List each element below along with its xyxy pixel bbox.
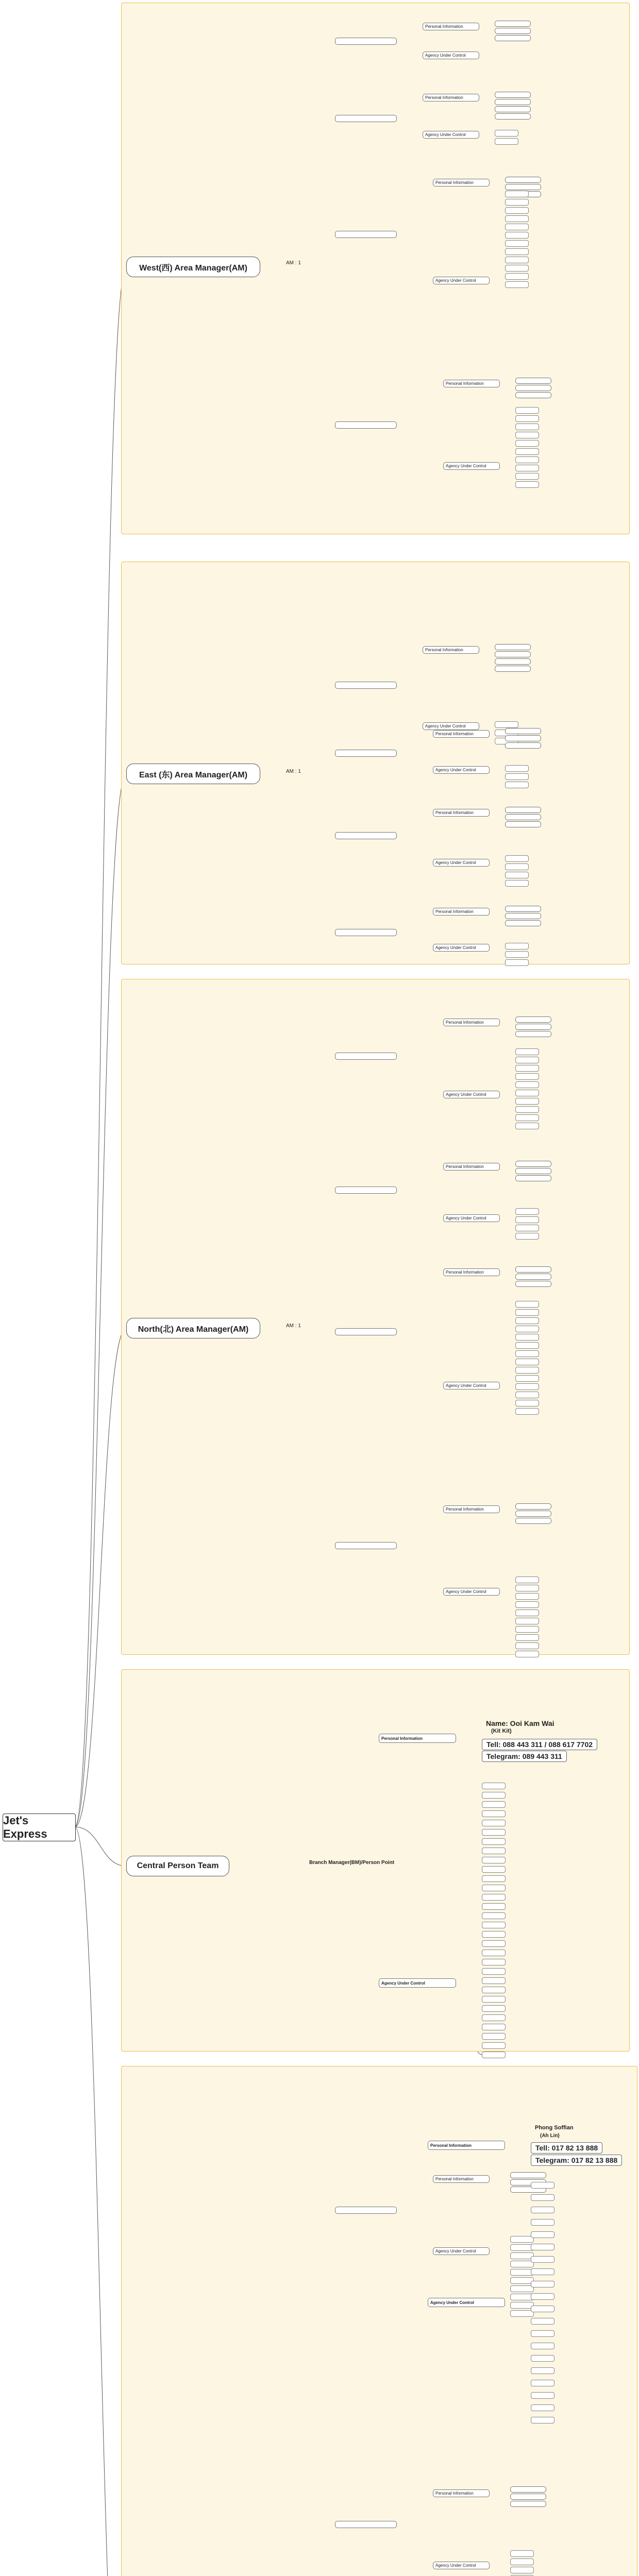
north-4-agency-8[interactable] [515,1634,539,1641]
north-4-detail-1[interactable] [515,1503,551,1510]
west-4-agency-4[interactable] [515,432,539,438]
west-2-personal-information[interactable]: Personal Information [423,94,479,101]
north-2-personal-information[interactable]: Personal Information [443,1163,500,1171]
east-2-agency-under-control[interactable]: Agency Under Control [433,766,490,774]
west-3-agency-under-control[interactable]: Agency Under Control [433,277,490,284]
north-3-detail-1[interactable] [515,1266,551,1273]
west-2-agency-under-control[interactable]: Agency Under Control [423,131,479,139]
north-1-detail-3[interactable] [515,1031,551,1037]
east-4-agency-3[interactable] [505,959,529,966]
north-4-agency-10[interactable] [515,1651,539,1657]
south-head-agency-4[interactable] [531,2219,554,2226]
west-3-agency-2[interactable] [505,199,529,206]
north-2-detail-1[interactable] [515,1161,551,1167]
north-1-agency-8[interactable] [515,1106,539,1113]
east-4-agency-1[interactable] [505,943,529,950]
south-head-agency-18[interactable] [531,2392,554,2399]
south-head-agency-7[interactable] [531,2256,554,2263]
south-head-agency-12[interactable] [531,2318,554,2325]
central-agency-4[interactable] [482,1810,506,1817]
north-2-agency-3[interactable] [515,1225,539,1231]
north-region [121,979,630,1655]
east-4-personal-information[interactable]: Personal Information [433,908,490,916]
root-node[interactable]: Jet's Express [3,1814,76,1841]
west-4-personal-information[interactable]: Personal Information [443,380,500,387]
east-area-manager-3[interactable] [335,832,397,839]
north-2-agency-4[interactable] [515,1233,539,1240]
north-1-agency-2[interactable] [515,1057,539,1063]
west-3-agency-3[interactable] [505,207,529,214]
south-personal-information[interactable]: Personal Information [428,2141,505,2150]
south-1-agency-1[interactable] [510,2236,534,2243]
south-nickname: (Ah Lin) [540,2133,560,2139]
south-1-agency-7[interactable] [510,2285,534,2292]
north-area-manager-3[interactable] [335,1328,397,1335]
east-3-agency-3[interactable] [505,872,529,878]
central-agency-24[interactable] [482,1996,506,2003]
central-tel: Tell: 088 443 311 / 088 617 7702 [482,1739,597,1750]
west-3-agency-1[interactable] [505,191,529,197]
central-agency-11[interactable] [482,1875,506,1882]
central-agency-1[interactable] [482,1783,506,1789]
north-4-agency-2[interactable] [515,1585,539,1591]
central-agency-3[interactable] [482,1801,506,1808]
south-head-agency-9[interactable] [531,2281,554,2287]
south-2-detail-1[interactable] [510,2486,546,2493]
south-1-agency-4[interactable] [510,2261,534,2267]
east-2-detail-1[interactable] [505,728,541,734]
north-4-agency-6[interactable] [515,1618,539,1624]
east-3-detail-1[interactable] [505,807,541,813]
north-1-agency-7[interactable] [515,1098,539,1105]
west-area-manager-2[interactable] [335,115,397,122]
south-telegram: Telegram: 017 82 13 888 [531,2155,622,2166]
west-1-detail-2[interactable] [495,28,531,34]
east-area-manager-4[interactable] [335,929,397,936]
south-2-detail-3[interactable] [510,2501,546,2507]
south-2-agency-1[interactable] [510,2550,534,2557]
west-4-agency-5[interactable] [515,440,539,447]
north-4-personal-information[interactable]: Personal Information [443,1505,500,1513]
central-agency-26[interactable] [482,2014,506,2021]
edge-label-east: AM : 1 [286,769,301,774]
south-2-agency-3[interactable] [510,2567,534,2573]
west-3-agency-9[interactable] [505,257,529,263]
east-2-agency-1[interactable] [505,765,529,772]
north-3-personal-information[interactable]: Personal Information [443,1268,500,1276]
south-area-manager-1[interactable] [335,2207,397,2214]
north-2-agency-under-control[interactable]: Agency Under Control [443,1214,500,1222]
central-agency-18[interactable] [482,1940,506,1947]
central-agency-10[interactable] [482,1866,506,1873]
north-4-agency-7[interactable] [515,1626,539,1633]
north-3-agency-5[interactable] [515,1334,539,1341]
central-personal-information[interactable]: Personal Information [379,1734,456,1743]
central-agency-12[interactable] [482,1885,506,1891]
north-2-agency-1[interactable] [515,1208,539,1215]
south-tel: Tell: 017 82 13 888 [531,2142,602,2154]
south-head-agency-6[interactable] [531,2244,554,2250]
south-agency-under-control[interactable]: Agency Under Control [428,2298,505,2307]
south-1-personal-information[interactable]: Personal Information [433,2175,490,2183]
west-4-agency-3[interactable] [515,423,539,430]
north-4-agency-1[interactable] [515,1577,539,1583]
north-4-agency-under-control[interactable]: Agency Under Control [443,1588,500,1596]
central-telegram: Telegram: 089 443 311 [482,1751,567,1762]
central-agency-16[interactable] [482,1922,506,1928]
central-agency-14[interactable] [482,1903,506,1910]
south-head-agency-11[interactable] [531,2306,554,2312]
south-head-agency-20[interactable] [531,2417,554,2424]
north-1-detail-1[interactable] [515,1016,551,1023]
west-4-agency-7[interactable] [515,456,539,463]
east-4-detail-1[interactable] [505,906,541,912]
west-4-detail-3[interactable] [515,392,551,398]
south-1-detail-1[interactable] [510,2172,546,2178]
east-3-agency-1[interactable] [505,855,529,862]
east-4-agency-under-control[interactable]: Agency Under Control [433,944,490,952]
east-1-personal-information[interactable]: Personal Information [423,646,479,654]
south-head-agency-17[interactable] [531,2380,554,2386]
west-4-agency-2[interactable] [515,415,539,422]
east-4-agency-2[interactable] [505,951,529,958]
east-3-detail-2[interactable] [505,814,541,820]
east-area-manager-2[interactable] [335,750,397,757]
north-3-agency-13[interactable] [515,1400,539,1406]
east-3-agency-2[interactable] [505,863,529,870]
south-area-manager-2[interactable] [335,2521,397,2528]
north-3-agency-14[interactable] [515,1408,539,1415]
south-head-agency-19[interactable] [531,2404,554,2411]
north-3-agency-3[interactable] [515,1317,539,1324]
central-agency-20[interactable] [482,1959,506,1965]
north-1-agency-4[interactable] [515,1073,539,1080]
west-4-detail-1[interactable] [515,378,551,384]
south-head-agency-2[interactable] [531,2194,554,2201]
south-name: Phong Soffian [535,2125,574,2131]
west-2-detail-3[interactable] [495,106,531,112]
west-area-manager-4[interactable] [335,421,397,429]
north-1-personal-information[interactable]: Personal Information [443,1019,500,1026]
north-1-agency-10[interactable] [515,1123,539,1129]
central-agency-7[interactable] [482,1838,506,1845]
west-1-personal-information[interactable]: Personal Information [423,23,479,30]
west-3-agency-12[interactable] [505,281,529,288]
east-1-agency-under-control[interactable]: Agency Under Control [423,722,479,730]
south-head-agency-14[interactable] [531,2343,554,2349]
north-1-agency-1[interactable] [515,1048,539,1055]
west-3-agency-10[interactable] [505,265,529,272]
west-area-manager-1[interactable] [335,38,397,45]
south-1-agency-under-control[interactable]: Agency Under Control [433,2247,490,2255]
north-3-detail-2[interactable] [515,1274,551,1280]
west-3-personal-information[interactable]: Personal Information [433,179,490,187]
north-3-agency-2[interactable] [515,1309,539,1316]
central-agency-9[interactable] [482,1857,506,1863]
central-node[interactable]: Central Person Team [126,1856,229,1876]
north-4-detail-2[interactable] [515,1511,551,1517]
north-1-agency-5[interactable] [515,1081,539,1088]
edge-label-north: AM : 1 [286,1323,301,1329]
east-3-agency-4[interactable] [505,880,529,887]
south-2-personal-information[interactable]: Personal Information [433,2489,490,2497]
east-1-agency-1[interactable] [495,721,518,728]
west-4-detail-2[interactable] [515,385,551,391]
east-1-detail-2[interactable] [495,651,531,657]
south-head-agency-1[interactable] [531,2182,554,2189]
north-area-manager-4[interactable] [335,1542,397,1549]
central-nickname: (Kit Kit) [491,1728,512,1734]
north-1-detail-2[interactable] [515,1024,551,1030]
west-2-detail-4[interactable] [495,113,531,120]
west-4-agency-8[interactable] [515,465,539,471]
west-1-agency-under-control[interactable]: Agency Under Control [423,52,479,59]
central-agency-under-control[interactable]: Agency Under Control [379,1978,456,1988]
west-area-manager-3[interactable] [335,231,397,238]
north-2-agency-2[interactable] [515,1216,539,1223]
north-4-detail-3[interactable] [515,1518,551,1524]
north-3-agency-8[interactable] [515,1359,539,1365]
east-2-agency-2[interactable] [505,773,529,780]
central-agency-17[interactable] [482,1931,506,1938]
west-4-agency-9[interactable] [515,473,539,480]
east-area-manager-1[interactable] [335,682,397,689]
west-3-agency-4[interactable] [505,215,529,222]
central-agency-6[interactable] [482,1829,506,1836]
east-1-detail-4[interactable] [495,666,531,672]
south-head-agency-5[interactable] [531,2231,554,2238]
west-3-agency-7[interactable] [505,240,529,247]
west-4-agency-1[interactable] [515,407,539,414]
central-agency-30[interactable] [482,2052,506,2058]
north-1-agency-9[interactable] [515,1114,539,1121]
north-3-agency-12[interactable] [515,1392,539,1398]
central-agency-29[interactable] [482,2042,506,2049]
south-head-agency-16[interactable] [531,2367,554,2374]
west-3-agency-8[interactable] [505,248,529,255]
east-1-detail-3[interactable] [495,658,531,665]
north-4-agency-3[interactable] [515,1593,539,1600]
north-area-manager-2[interactable] [335,1187,397,1194]
central-agency-21[interactable] [482,1968,506,1975]
west-4-agency-10[interactable] [515,481,539,488]
central-agency-28[interactable] [482,2033,506,2040]
central-agency-2[interactable] [482,1792,506,1799]
west-2-detail-2[interactable] [495,99,531,105]
west-3-agency-11[interactable] [505,273,529,280]
central-agency-22[interactable] [482,1977,506,1984]
west-am-node[interactable]: West(西) Area Manager(AM) [126,257,260,277]
central-agency-13[interactable] [482,1894,506,1901]
central-agency-5[interactable] [482,1820,506,1826]
central-name: Name: Ooi Kam Wai [486,1719,554,1727]
east-4-detail-2[interactable] [505,913,541,919]
north-1-agency-under-control[interactable]: Agency Under Control [443,1091,500,1098]
central-agency-27[interactable] [482,2024,506,2030]
west-2-agency-1[interactable] [495,130,518,137]
north-3-agency-under-control[interactable]: Agency Under Control [443,1382,500,1389]
east-1-detail-1[interactable] [495,644,531,650]
west-3-agency-6[interactable] [505,232,529,239]
north-3-agency-11[interactable] [515,1383,539,1390]
north-am-node[interactable]: North(北) Area Manager(AM) [126,1318,260,1338]
branch-manager-label: Branch Manager(BM)/Person Point [309,1860,395,1866]
east-region [121,562,630,964]
north-1-agency-6[interactable] [515,1090,539,1096]
central-agency-8[interactable] [482,1848,506,1854]
central-agency-23[interactable] [482,1987,506,1993]
west-1-detail-3[interactable] [495,35,531,41]
south-1-agency-10[interactable] [510,2310,534,2317]
north-3-detail-3[interactable] [515,1281,551,1287]
west-3-detail-2[interactable] [505,184,541,190]
east-3-personal-information[interactable]: Personal Information [433,809,490,817]
central-agency-19[interactable] [482,1950,506,1956]
south-head-agency-8[interactable] [531,2268,554,2275]
north-2-detail-2[interactable] [515,1168,551,1174]
west-4-agency-6[interactable] [515,448,539,455]
north-4-agency-4[interactable] [515,1601,539,1608]
east-2-detail-2[interactable] [505,735,541,741]
west-1-detail-1[interactable] [495,21,531,27]
west-2-detail-1[interactable] [495,92,531,98]
north-3-agency-4[interactable] [515,1326,539,1332]
south-2-agency-under-control[interactable]: Agency Under Control [433,2562,490,2569]
north-1-agency-3[interactable] [515,1065,539,1072]
south-2-detail-2[interactable] [510,2494,546,2500]
north-3-agency-6[interactable] [515,1342,539,1349]
east-2-personal-information[interactable]: Personal Information [433,730,490,738]
north-area-manager-1[interactable] [335,1053,397,1060]
central-agency-15[interactable] [482,1912,506,1919]
north-3-agency-1[interactable] [515,1301,539,1308]
west-3-agency-5[interactable] [505,224,529,230]
north-2-detail-3[interactable] [515,1175,551,1181]
south-head-agency-10[interactable] [531,2293,554,2300]
edge-label-west: AM : 1 [286,260,301,266]
north-4-agency-9[interactable] [515,1642,539,1649]
south-head-agency-3[interactable] [531,2207,554,2213]
east-3-detail-3[interactable] [505,821,541,827]
central-agency-25[interactable] [482,2005,506,2012]
east-am-node[interactable]: East (东) Area Manager(AM) [126,764,260,784]
south-head-agency-13[interactable] [531,2330,554,2337]
south-head-agency-15[interactable] [531,2355,554,2362]
north-3-agency-10[interactable] [515,1375,539,1382]
east-4-detail-3[interactable] [505,920,541,926]
north-3-agency-7[interactable] [515,1350,539,1357]
west-3-detail-1[interactable] [505,177,541,183]
east-3-agency-under-control[interactable]: Agency Under Control [433,859,490,867]
east-2-agency-3[interactable] [505,782,529,788]
east-2-detail-3[interactable] [505,742,541,749]
south-2-agency-2[interactable] [510,2558,534,2565]
west-2-agency-2[interactable] [495,138,518,145]
north-4-agency-5[interactable] [515,1609,539,1616]
north-3-agency-9[interactable] [515,1367,539,1374]
west-4-agency-under-control[interactable]: Agency Under Control [443,462,500,470]
